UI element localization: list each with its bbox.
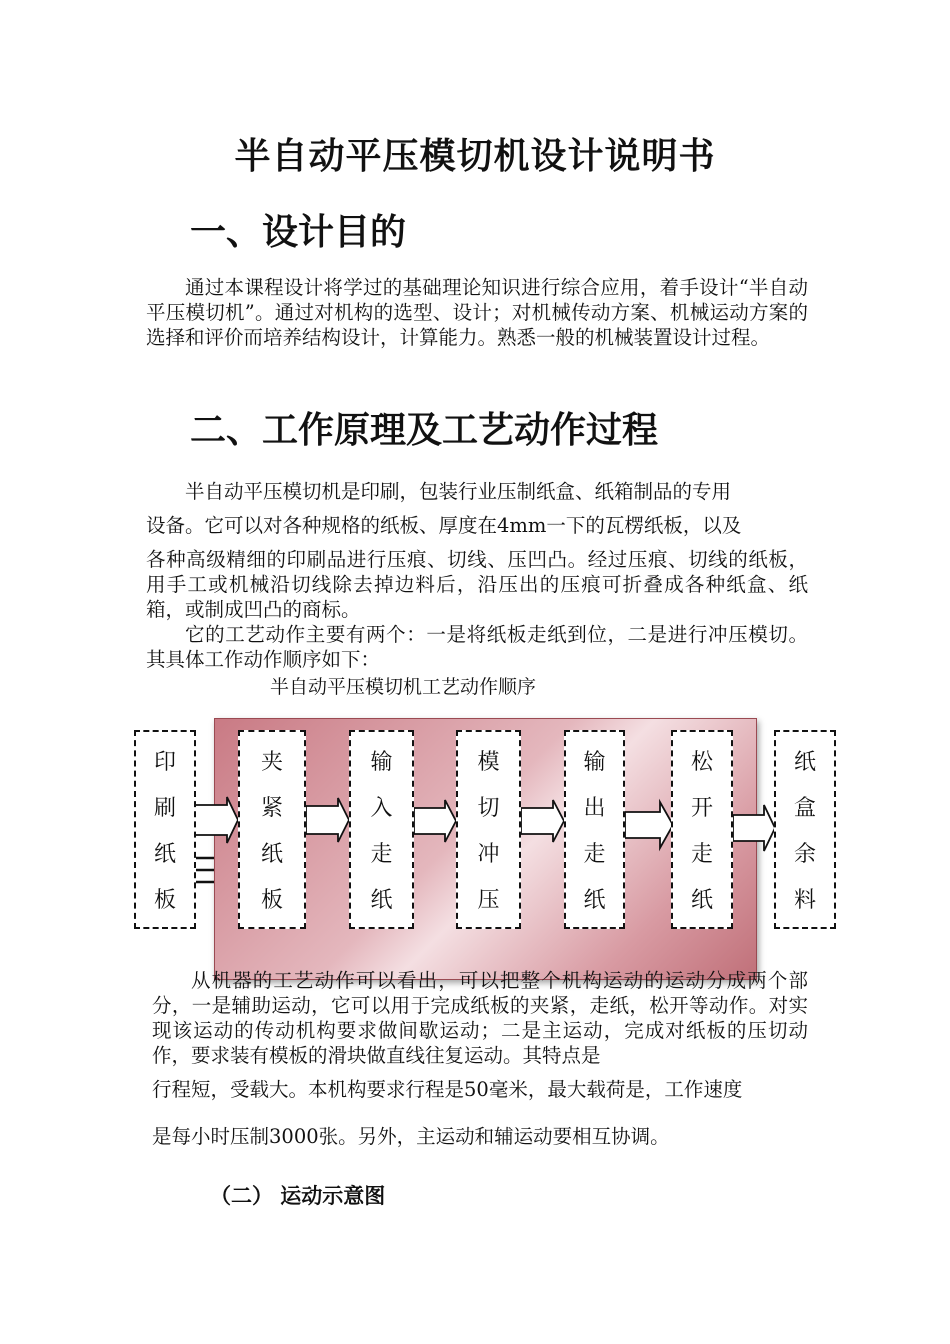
flow-arrow-3 <box>414 800 456 842</box>
section-1-heading: 一、设计目的 <box>190 212 407 253</box>
principle-line-1: 半自动平压模切机是印刷，包装行业压制纸盒、纸箱制品的专用 <box>185 480 732 503</box>
flow-step-die-cut <box>456 730 521 929</box>
flow-step-char: 走 <box>690 841 713 867</box>
flow-step-char: 纸 <box>153 841 176 867</box>
diagram-title: 半自动平压模切机工艺动作顺序 <box>270 676 537 698</box>
flow-step-char: 走 <box>583 841 606 867</box>
principle-line-2: 设备。它可以对各种规格的纸板、厚度在4mm一下的瓦楞纸板，以及 <box>146 514 742 537</box>
flow-arrow-5 <box>625 802 673 848</box>
flow-step-char: 冲 <box>477 841 500 867</box>
flow-step-char: 纸 <box>583 887 606 913</box>
flow-step-scrap <box>774 730 836 929</box>
flow-step-char: 夹 <box>260 750 283 776</box>
flow-arrow-1 <box>195 797 238 843</box>
flow-arrow-6 <box>733 805 775 851</box>
motion-line-stroke: 行程短，受载大。本机构要求行程是50毫米，最大载荷是，工作速度 <box>152 1078 743 1101</box>
flow-step-print-board <box>134 730 196 929</box>
subsection-heading: （二） 运动示意图 <box>210 1184 386 1208</box>
flow-step-char: 板 <box>260 887 283 913</box>
flow-step-char: 纸 <box>793 750 816 776</box>
flow-arrow-2 <box>306 798 349 842</box>
principle-paragraph-2: 它的工艺动作主要有两个：一是将纸板走纸到位，二是进行冲压模切。其具体工作动作顺序如下： <box>146 623 808 671</box>
flow-step-feed-out <box>564 730 625 929</box>
motion-text: 从机器的工艺动作可以看出，可以把整个机构运动的运动分成两个部分，一是辅助运动，它可以用于完成纸板的夹紧，走纸，松开等动作。对实现该运动的传动机构要求做间歇运动；二是主运动，完成对纸板的压切动作，要求装有模板的滑块做直线往复运动。其特点是 <box>152 969 808 1067</box>
flow-step-char: 走 <box>370 841 393 867</box>
flow-arrow-4 <box>521 800 564 842</box>
flow-step-char: 开 <box>690 796 713 822</box>
section-2-heading: 二、工作原理及工艺动作过程 <box>190 410 659 451</box>
flow-step-char: 余 <box>793 841 816 867</box>
flow-step-char: 刷 <box>153 796 176 822</box>
principle-line-3: 各种高级精细的印刷品进行压痕、切线、压凹凸。经过压痕、切线的纸板，用手工或机械沿切线除去掉边料后，沿压出的压痕可折叠成各种纸盒、纸箱，或制成凹凸的商标。 <box>146 548 808 621</box>
flow-step-char: 切 <box>477 796 500 822</box>
flow-step-clamp-board <box>238 730 306 929</box>
flow-step-feed-in <box>349 730 414 929</box>
flow-step-char: 盒 <box>793 796 816 822</box>
flow-step-char: 料 <box>793 887 816 913</box>
flow-step-char: 压 <box>477 887 500 913</box>
flow-step-char: 纸 <box>370 887 393 913</box>
flow-step-char: 松 <box>690 750 713 776</box>
flow-step-char: 印 <box>153 750 176 776</box>
document-title: 半自动平压模切机设计说明书 <box>234 136 716 177</box>
flow-step-char: 出 <box>583 796 606 822</box>
flow-step-char: 输 <box>370 750 393 776</box>
flow-step-char: 模 <box>477 750 500 776</box>
flow-step-char: 纸 <box>260 841 283 867</box>
flow-step-char: 板 <box>153 887 176 913</box>
purpose-text: 通过本课程设计将学过的基础理论知识进行综合应用，着手设计“半自动平压模切机”。通过对机构的选型、设计；对机械传动方案、机械运动方案的选择和评价而培养结构设计，计算能力。熟悉一般的机械装置设计过程。 <box>146 276 808 349</box>
flow-step-char: 输 <box>583 750 606 776</box>
flow-step-char: 入 <box>370 796 393 822</box>
flow-step-char: 紧 <box>260 796 283 822</box>
motion-paragraph <box>152 968 808 1149</box>
motion-line-speed: 是每小时压制3000张。另外，主运动和辅运动要相互协调。 <box>152 1125 670 1148</box>
flow-step-char: 纸 <box>690 887 713 913</box>
flow-step-release <box>671 730 733 929</box>
